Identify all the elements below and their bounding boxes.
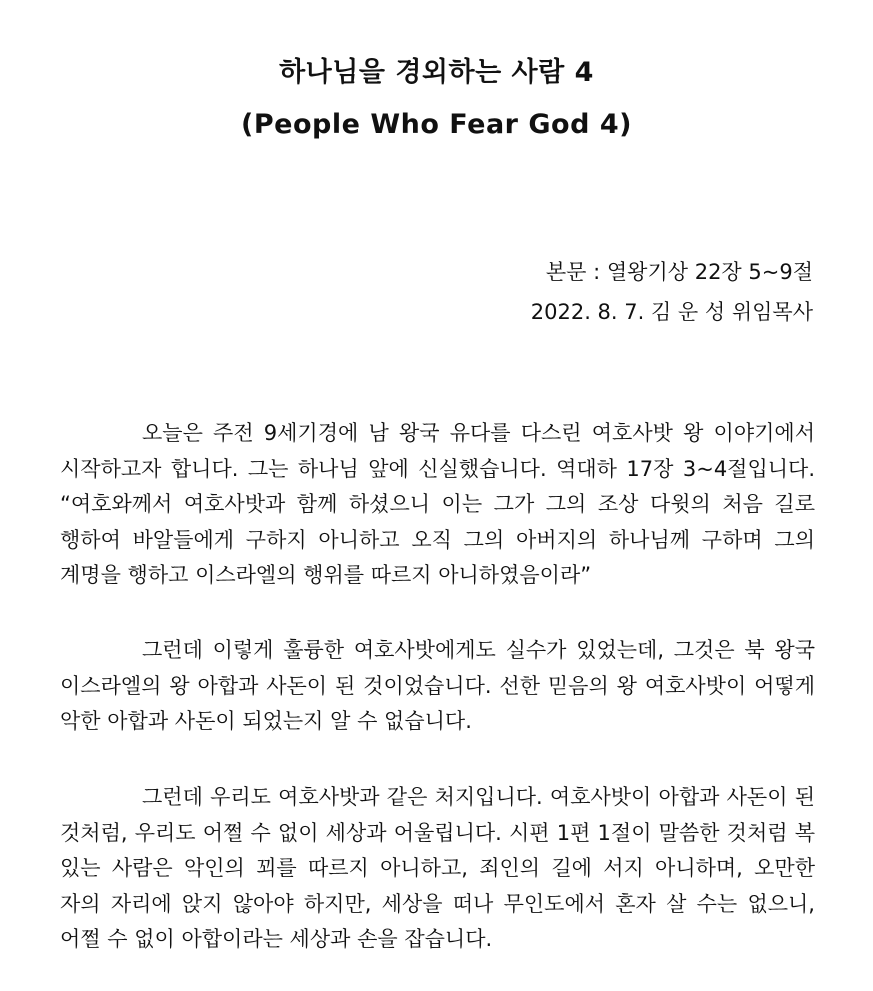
page-title: 하나님을 경외하는 사람 4 (279, 57, 594, 88)
body-paragraph-1: 오늘은 주전 9세기경에 남 왕국 유다를 다스린 여호사밧 왕 이야기에서 시작하고자 합니다. 그는 하나님 앞에 신실했습니다. 역대하 17장 3~4절입니다. “여호와께서 여호사밧과 함께 하셨으니 이는 그가 그의 조상 다윗의 처음 길로 행하여 바알들에게 구하지 아니하고 오직 그의 아버지의 하나님께 구하며 그의 계명을 행하고 이스라엘의 행위를 따르지 아니하였음이라” (60, 421, 815, 587)
body-paragraph-2: 그런데 이렇게 훌륭한 여호사밧에게도 실수가 있었는데, 그것은 북 왕국 이스라엘의 왕 아합과 사돈이 된 것이었습니다. 선한 믿음의 왕 여호사밧이 어떻게 악한 아합과 사돈이 되었는지 알 수 없습니다. (60, 638, 815, 733)
scripture-reference: 본문 : 열왕기상 22장 5~9절 (545, 260, 813, 284)
date-and-preacher: 2022. 8. 7. 김 운 성 위임목사 (530, 300, 813, 324)
page-subtitle-english: (People Who Fear God 4) (241, 109, 632, 140)
body-paragraph-3: 그런데 우리도 여호사밧과 같은 처지입니다. 여호사밧이 아합과 사돈이 된 것처럼, 우리도 어쩔 수 없이 세상과 어울립니다. 시편 1편 1절이 말씀한 것처럼 복 있는 사람은 악인의 꾀를 따르지 아니하고, 죄인의 길에 서지 아니하며, 오만한 자의 자리에 앉지 않아야 하지만, 세상을 떠나 무인도에서 혼자 살 수는 없으니, 어쩔 수 없이 아합이라는 세상과 손을 잡습니다. (60, 785, 815, 951)
